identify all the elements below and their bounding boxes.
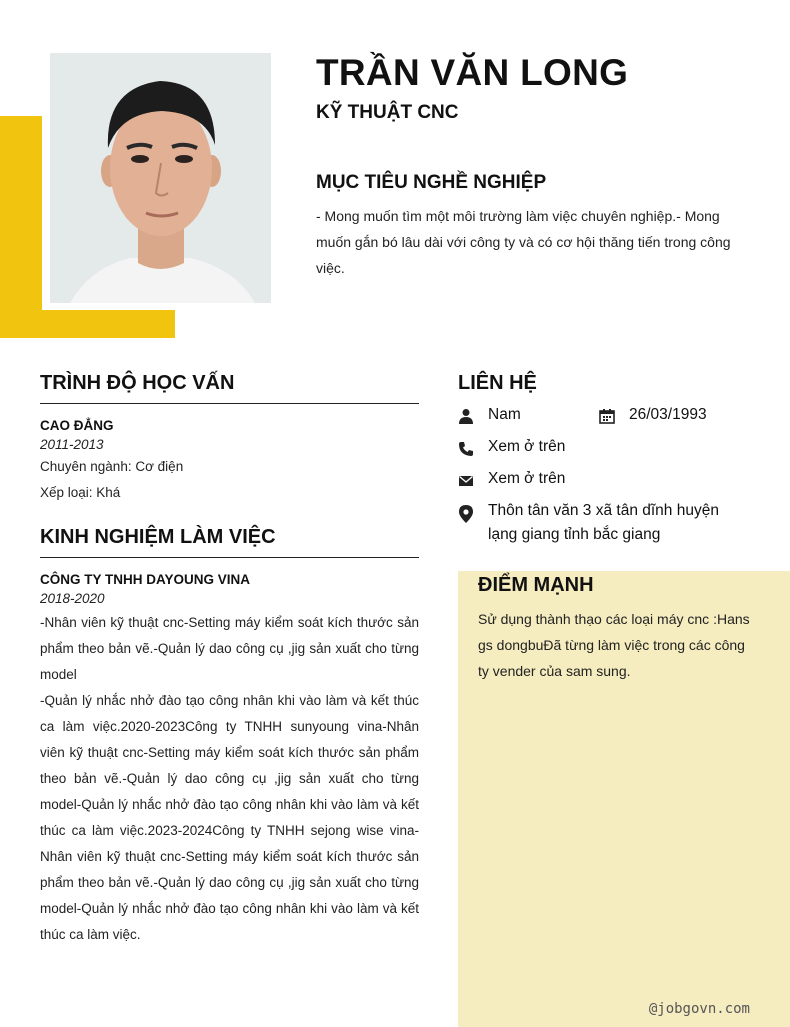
objective-text: - Mong muốn tìm một môi trường làm việc chuyên nghiệp.- Mong muốn gắn bó lâu dài với công ty và có cơ hội thăng tiến trong công việc.: [316, 208, 731, 276]
experience-paragraph: -Nhân viên kỹ thuật cnc-Setting máy kiểm soát kích thước sản phẩm theo bản vẽ.-Quản lý dao công cụ ,jig sản xuất cho từng model: [40, 615, 419, 682]
contact-address: Thôn tân văn 3 xã tân dĩnh huyện lạng giang tỉnh bắc giang: [488, 502, 719, 543]
candidate-name: TRẦN VĂN LONG: [316, 52, 629, 93]
profile-photo: [50, 53, 271, 303]
job-title: KỸ THUẬT CNC: [316, 102, 459, 123]
education-major: Chuyên ngành: Cơ điện: [40, 459, 184, 474]
strengths-heading: ĐIỂM MẠNH: [478, 574, 594, 596]
experience-heading: KINH NGHIỆM LÀM VIỆC: [40, 526, 419, 558]
education-period: 2011-2013: [40, 437, 104, 452]
experience-company: CÔNG TY TNHH DAYOUNG VINA: [40, 572, 251, 587]
accent-bar-horizontal: [0, 310, 175, 338]
experience-period: 2018-2020: [40, 591, 105, 606]
mail-icon: [458, 473, 474, 489]
contact-gender: Nam: [488, 406, 521, 423]
location-pin-icon: [458, 505, 474, 521]
contact-phone: Xem ở trên: [488, 438, 566, 455]
person-icon: [458, 408, 474, 424]
education-school: CAO ĐẲNG: [40, 418, 114, 433]
education-heading: TRÌNH ĐỘ HỌC VẤN: [40, 372, 419, 404]
strengths-text: Sử dụng thành thạo các loại máy cnc :Hans gs dongbuĐã từng làm việc trong các công ty vender của sam sung.: [478, 611, 750, 679]
calendar-icon: [599, 408, 615, 424]
contact-email: Xem ở trên: [488, 470, 566, 487]
objective-heading: MỤC TIÊU NGHỀ NGHIỆP: [316, 172, 547, 193]
left-column: [40, 372, 419, 948]
strengths-panel: [458, 571, 790, 1027]
phone-icon: [458, 441, 474, 457]
contact-section: [458, 372, 758, 543]
watermark: @jobgovn.com: [648, 1001, 750, 1017]
contact-heading: LIÊN HỆ: [458, 372, 537, 394]
contact-birthdate: 26/03/1993: [629, 406, 707, 423]
experience-paragraph: -Quản lý nhắc nhở đào tạo công nhân khi vào làm và kết thúc ca làm việc.2020-2023Công ty TNHH sunyoung vina-Nhân viên kỹ thuật cnc-Setting máy kiểm soát kích thước sản phẩm theo bản vẽ.-Quản lý dao công cụ ,jig sản xuất cho từng model-Quản lý nhắc nhở đào tạo công nhân khi vào làm và kết thúc ca làm việc.2023-2024Công ty TNHH sejong wise vina-Nhân viên kỹ thuật cnc-Setting máy kiểm soát kích thước sản phẩm theo bản vẽ.-Quản lý dao công cụ ,jig sản xuất cho từng model-Quản lý nhắc nhở đào tạo công nhân khi vào làm và kết thúc ca làm việc.: [40, 693, 419, 942]
accent-bar-vertical: [0, 116, 42, 338]
education-grade: Xếp loại: Khá: [40, 485, 121, 500]
